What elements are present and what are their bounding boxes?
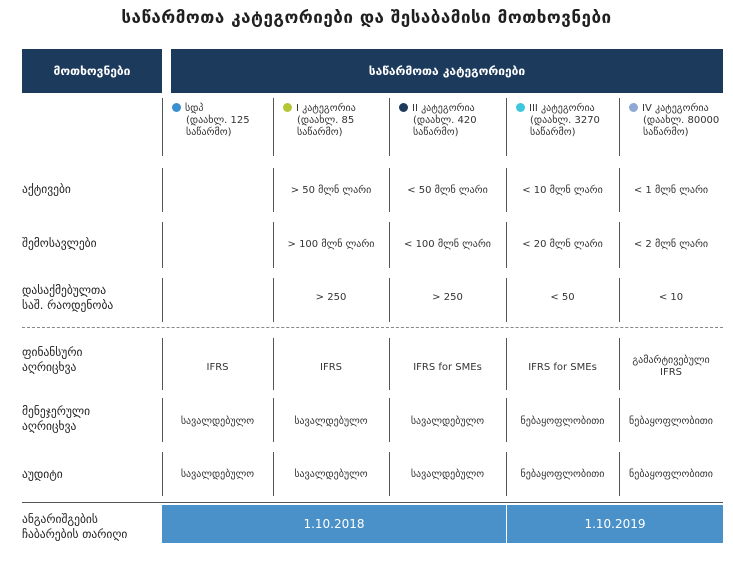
cell-assets-cat2: < 50 მლნ ლარი (407, 185, 488, 196)
category-4 (629, 103, 719, 139)
category-count: (დაახლ. 125 (186, 115, 250, 126)
row-label-management (22, 404, 162, 434)
cell-financial-cat3: IFRS for SMEs (528, 362, 597, 373)
bottom-rule (22, 502, 723, 503)
category-count: (დაახლ. 80000 (643, 115, 720, 126)
cell-financial-cat2: IFRS for SMEs (413, 362, 482, 373)
category-count: (დაახლ. 420 (413, 115, 477, 126)
category-name: II კატეგორია (412, 103, 475, 114)
cell-revenue-cat1: > 100 მლნ ლარი (287, 239, 375, 250)
cell-management-cat1: სავალდებულო (294, 416, 368, 427)
row-label-line: მენეჯერული (22, 404, 91, 418)
row-label-audit: აუდიტი (22, 467, 63, 481)
cell-audit-cat1: სავალდებულო (294, 469, 368, 480)
category-dot-icon (399, 103, 408, 112)
cell-revenue-cat3: < 20 მლნ ლარი (522, 239, 603, 250)
cell-audit-cat3: ნებაყოფლობითი (520, 469, 605, 480)
row-label-employees (22, 283, 162, 313)
row-label-line: ჩაბარების თარიღი (22, 527, 128, 541)
cell-assets-cat3: < 10 მლნ ლარი (522, 185, 603, 196)
category-unit: საწარმო) (530, 127, 576, 138)
cell-assets-cat4: < 1 მლნ ლარი (633, 185, 709, 196)
cell-revenue-cat2: < 100 მლნ ლარი (404, 239, 491, 250)
page-title: საწარმოთა კატეგორიები და შესაბამისი მოთხოვნები (121, 8, 612, 28)
cell-employees-cat1: > 250 (315, 292, 347, 303)
cell-audit-cat4: ნებაყოფლობითი (629, 469, 713, 480)
section-divider (22, 327, 723, 328)
cell-management-cat2: სავალდებულო (410, 416, 485, 427)
cell-management-cat4: ნებაყოფლობითი (629, 416, 713, 427)
row-label-revenue: შემოსავლები (22, 236, 97, 250)
cell-management-cat3: ნებაყოფლობითი (520, 416, 605, 427)
cell-audit-sdp: სავალდებულო (180, 469, 255, 480)
row-label-line: ფინანსური (22, 345, 83, 359)
cell-financial-sdp: IFRS (206, 362, 229, 373)
cell-management-sdp: სავალდებულო (180, 416, 255, 427)
category-name: I კატეგორია (296, 103, 356, 114)
category-name: სდპ (185, 103, 204, 114)
category-2 (399, 103, 477, 139)
category-unit: საწარმო) (413, 127, 459, 138)
header-categories: საწარმოთა კატეგორიები (171, 49, 723, 93)
category-unit: საწარმო) (643, 127, 689, 138)
row-label-line: დასაქმებულთა (22, 283, 107, 297)
category-unit: საწარმო) (297, 127, 343, 138)
header-requirements: მოთხოვნები (22, 49, 162, 93)
cell-revenue-cat4: < 2 მლნ ლარი (633, 239, 709, 250)
cell-employees-cat2: > 250 (432, 292, 463, 303)
cell-audit-cat2: სავალდებულო (410, 469, 485, 480)
category-name: IV კატეგორია (642, 103, 709, 114)
cell-assets-cat1: > 50 მლნ ლარი (290, 185, 372, 196)
category-dot-icon (516, 103, 525, 112)
row-label-line: აღრიცხვა (22, 419, 77, 433)
row-label-line: აღრიცხვა (22, 360, 77, 374)
cell-employees-cat3: < 50 (550, 292, 575, 303)
deadline-bar-2019: 1.10.2019 (507, 505, 723, 543)
category-name: III კატეგორია (529, 103, 595, 114)
category-sdp (172, 103, 250, 139)
cell-employees-cat4: < 10 (658, 292, 684, 303)
cell-line: გამარტივებული (632, 355, 710, 366)
cell-financial-cat1: IFRS (320, 362, 342, 373)
category-dot-icon (283, 103, 292, 112)
category-count: (დაახლ. 85 (297, 115, 355, 126)
row-label-deadline (22, 512, 162, 542)
category-count: (დაახლ. 3270 (530, 115, 600, 126)
row-label-line: ანგარიშგების (22, 512, 98, 526)
cell-financial-cat4 (619, 355, 723, 379)
category-1 (283, 103, 356, 139)
row-label-assets: აქტივები (22, 182, 71, 196)
row-label-financial (22, 345, 162, 375)
category-3 (516, 103, 600, 139)
category-dot-icon (172, 103, 181, 112)
category-dot-icon (629, 103, 638, 112)
cell-line: IFRS (660, 367, 682, 378)
category-unit: საწარმო) (186, 127, 232, 138)
row-label-line: საშ. რაოდენობა (22, 298, 114, 312)
deadline-bar-2018: 1.10.2018 (162, 505, 506, 543)
